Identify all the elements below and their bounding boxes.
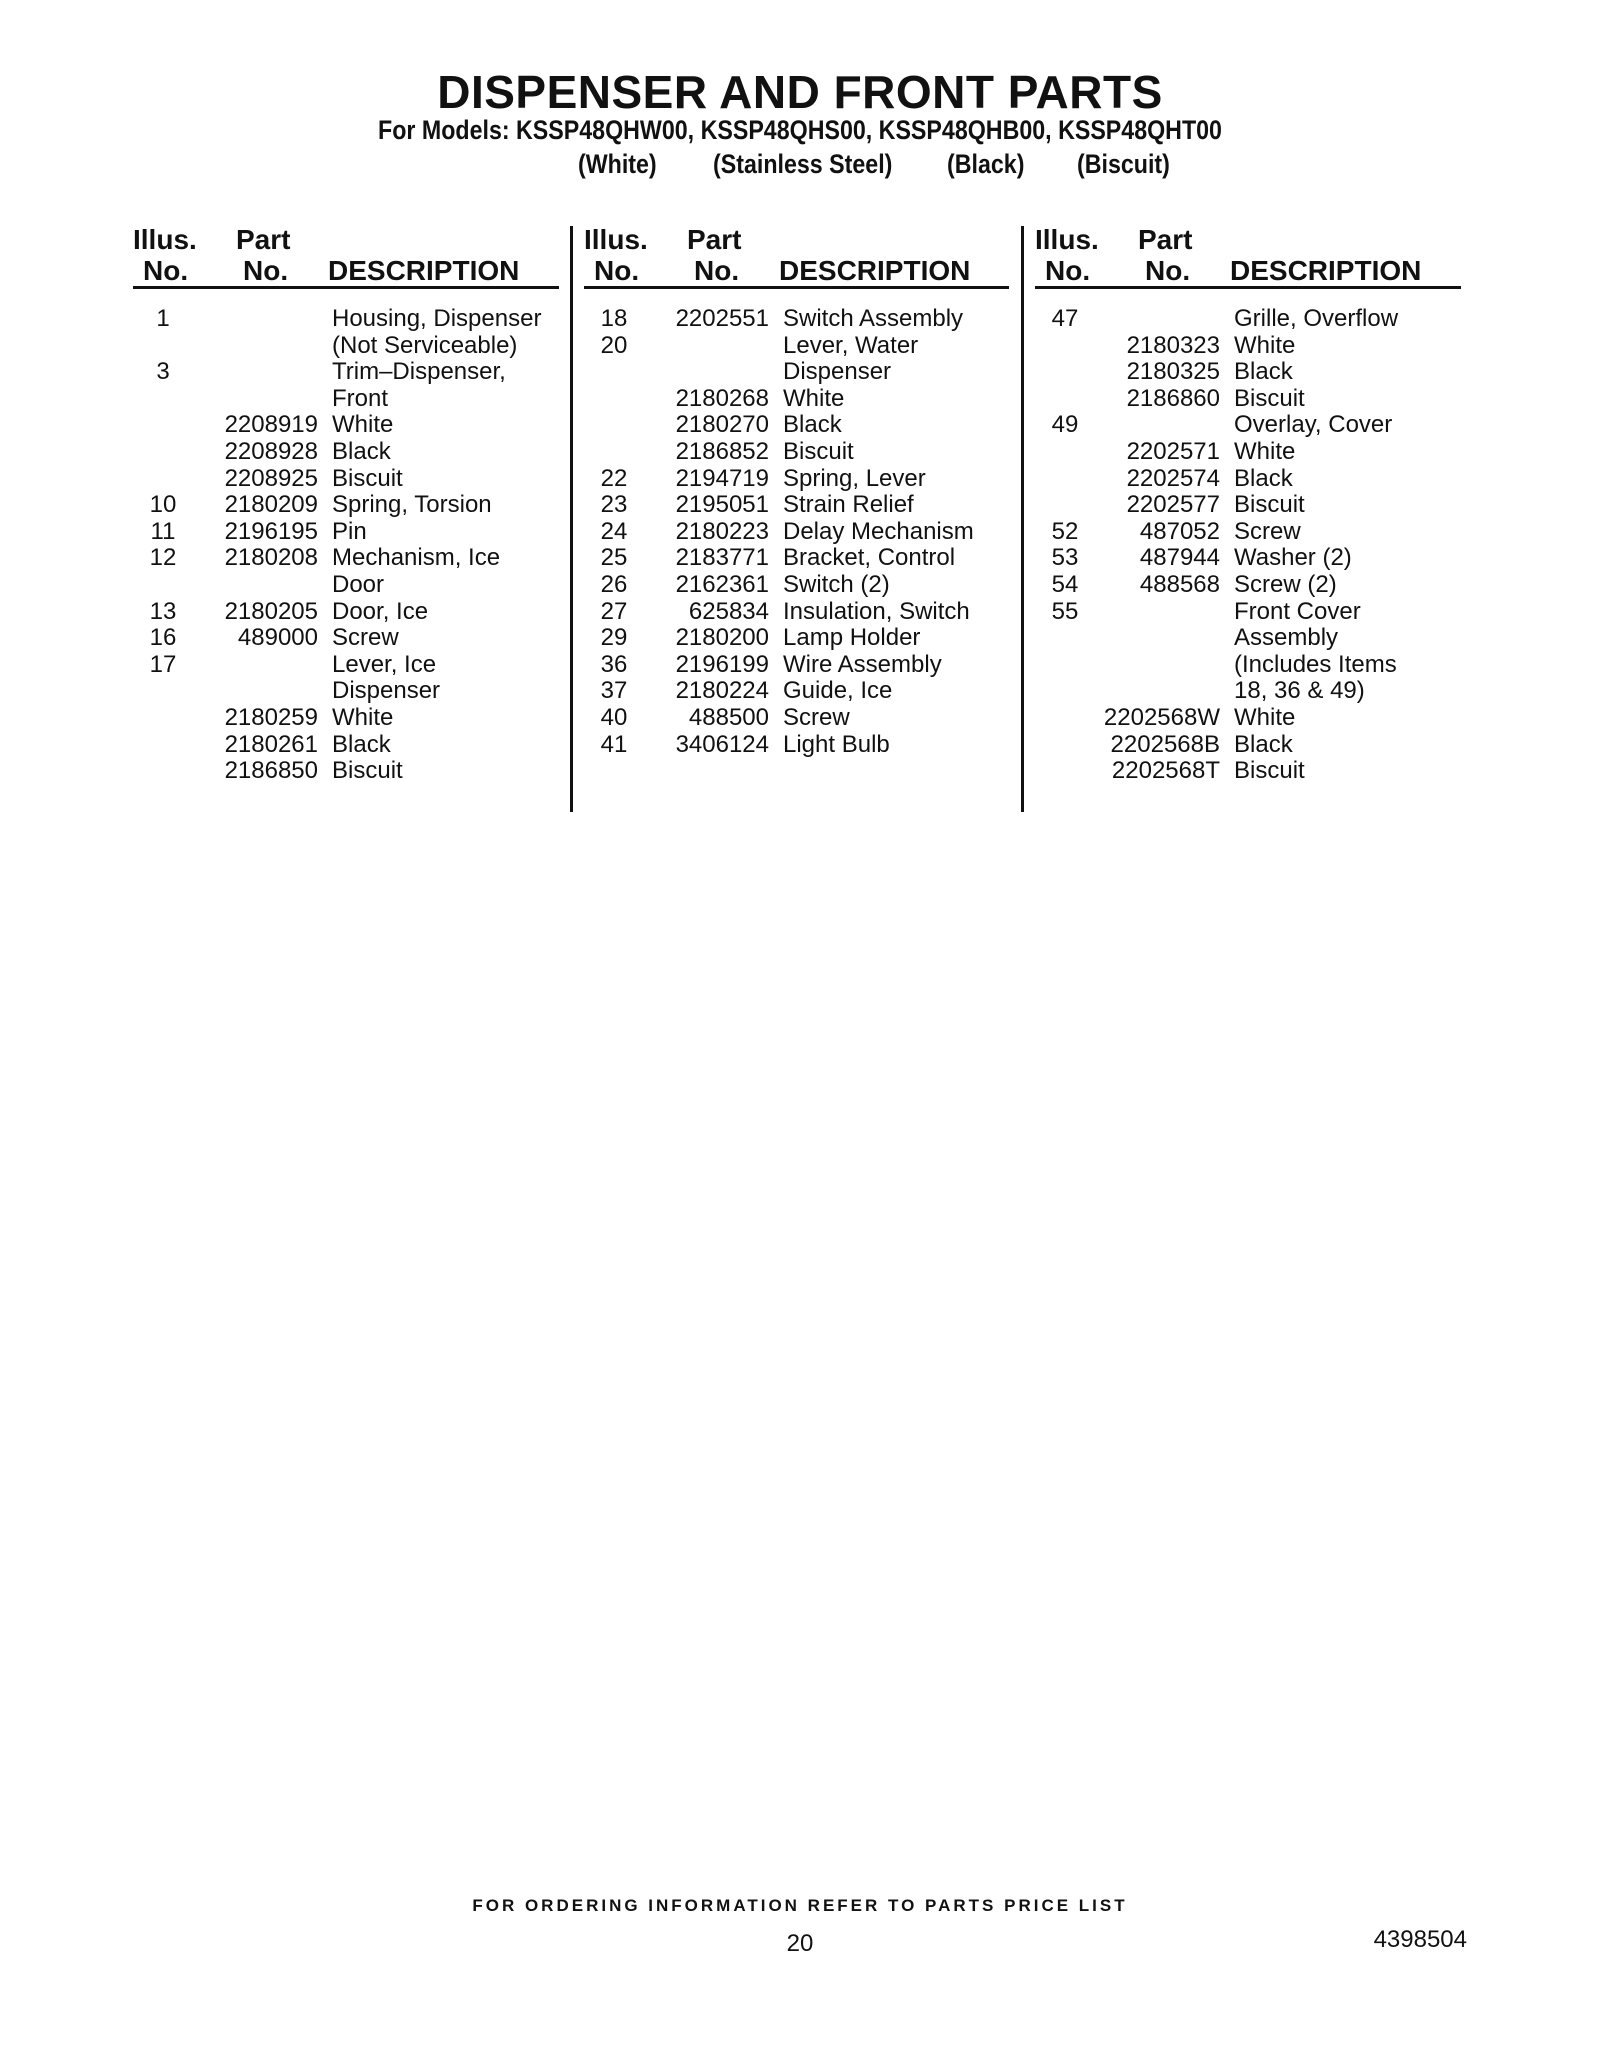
illus-number: 55	[1051, 597, 1079, 625]
illus-number: 27	[600, 597, 628, 625]
part-number: 2162361	[675, 570, 769, 598]
part-description: Spring, Lever	[783, 464, 926, 492]
parts-list	[1035, 306, 1465, 785]
part-description: Mechanism, Ice	[332, 544, 501, 572]
table-row	[584, 306, 1014, 333]
part-number: 2195051	[675, 491, 769, 519]
table-row	[133, 466, 563, 493]
part-description: Dispenser	[332, 677, 441, 705]
table-row	[584, 705, 1014, 732]
table-row	[584, 625, 1014, 652]
table-row	[584, 412, 1014, 439]
part-number: 2208919	[224, 411, 318, 439]
table-row	[584, 466, 1014, 493]
part-description: Biscuit	[332, 757, 403, 785]
illus-number: 22	[600, 464, 628, 492]
part-description: Black	[1234, 358, 1293, 386]
part-description: Delay Mechanism	[783, 517, 974, 545]
part-number: 2180323	[1126, 331, 1220, 359]
part-header: Part	[236, 224, 291, 255]
part-description: Spring, Torsion	[332, 491, 492, 519]
illus-header: Illus.	[1035, 224, 1099, 255]
illus-number: 36	[600, 650, 628, 678]
table-row	[133, 652, 563, 679]
part-description: Strain Relief	[783, 491, 914, 519]
part-number: 2186850	[224, 757, 318, 785]
table-row	[584, 545, 1014, 572]
part-description: White	[1234, 331, 1296, 359]
part-number: 2180270	[675, 411, 769, 439]
illus-no-header: No.	[1045, 255, 1091, 286]
part-number: 2180200	[675, 624, 769, 652]
table-row	[1035, 758, 1465, 785]
part-number: 625834	[688, 597, 769, 625]
page-title: DISPENSER AND FRONT PARTS	[437, 66, 1163, 118]
part-description: Biscuit	[1234, 757, 1305, 785]
part-description: Door	[332, 570, 385, 598]
table-row	[133, 439, 563, 466]
table-row	[1035, 333, 1465, 360]
table-row	[1035, 705, 1465, 732]
finish-biscuit: (Biscuit)	[1077, 149, 1170, 179]
part-description: Housing, Dispenser	[332, 305, 542, 332]
part-description: (Not Serviceable)	[332, 331, 518, 359]
part-description: Lamp Holder	[783, 624, 921, 652]
part-description: Screw	[783, 703, 850, 731]
part-no-header: No.	[243, 255, 289, 286]
description-header: DESCRIPTION	[328, 255, 520, 286]
part-description: Screw (2)	[1234, 570, 1337, 598]
illus-number: 24	[600, 517, 628, 545]
part-number: 2202568B	[1110, 730, 1220, 758]
part-header: Part	[687, 224, 742, 255]
part-description: Door, Ice	[332, 597, 429, 625]
part-description: Trim–Dispenser,	[332, 358, 506, 386]
part-number: 2180209	[224, 491, 318, 519]
part-number: 489000	[237, 624, 318, 652]
part-number: 2202571	[1126, 437, 1220, 465]
illus-number: 49	[1051, 411, 1079, 439]
illus-header: Illus.	[584, 224, 648, 255]
illus-header: Illus.	[133, 224, 197, 255]
part-number: 487052	[1139, 517, 1220, 545]
table-row	[584, 492, 1014, 519]
parts-column-3	[1035, 220, 1465, 820]
part-description: Pin	[332, 517, 367, 545]
illus-number: 1	[156, 305, 170, 332]
part-description: Front	[332, 384, 389, 412]
part-number: 2180224	[675, 677, 769, 705]
table-row	[1035, 359, 1465, 386]
description-header: DESCRIPTION	[779, 255, 971, 286]
part-number: 2194719	[675, 464, 769, 492]
part-description: Black	[332, 730, 391, 758]
part-number: 2202568W	[1103, 703, 1220, 731]
illus-number: 29	[600, 624, 628, 652]
table-row	[133, 386, 563, 413]
illus-number: 23	[600, 491, 628, 519]
part-number: 488568	[1139, 570, 1220, 598]
part-description: Lever, Ice	[332, 650, 437, 678]
part-description: Biscuit	[1234, 384, 1305, 412]
illus-number: 17	[149, 650, 177, 678]
table-row	[133, 519, 563, 546]
header-rule	[584, 286, 1009, 289]
part-number: 2196199	[675, 650, 769, 678]
models-subtitle: For Models: KSSP48QHW00, KSSP48QHS00, KSSP48QHB00, KSSP48QHT00	[378, 115, 1222, 145]
part-number: 3406124	[675, 730, 769, 758]
table-row	[133, 359, 563, 386]
part-description: Dispenser	[783, 358, 892, 386]
parts-column-2	[584, 220, 1014, 820]
table-row	[584, 652, 1014, 679]
part-number: 2180325	[1126, 358, 1220, 386]
table-row	[133, 333, 563, 360]
part-number: 2180259	[224, 703, 318, 731]
part-description: Overlay, Cover	[1234, 411, 1393, 439]
part-description: Black	[332, 437, 391, 465]
part-description: Wire Assembly	[783, 650, 942, 678]
illus-number: 16	[149, 624, 177, 652]
part-description: White	[332, 703, 394, 731]
part-no-header: No.	[1145, 255, 1191, 286]
illus-no-header: No.	[143, 255, 189, 286]
finish-black: (Black)	[947, 149, 1025, 179]
part-number: 2183771	[675, 544, 769, 572]
column-divider	[1021, 226, 1024, 812]
table-row	[1035, 439, 1465, 466]
table-row	[584, 519, 1014, 546]
part-number: 2202577	[1126, 491, 1220, 519]
table-row	[133, 758, 563, 785]
part-number: 2202568T	[1111, 757, 1220, 785]
part-number: 2208928	[224, 437, 318, 465]
part-description: White	[332, 411, 394, 439]
part-description: White	[783, 384, 845, 412]
finish-white: (White)	[578, 149, 657, 179]
part-description: (Includes Items	[1234, 650, 1397, 678]
illus-number: 52	[1051, 517, 1079, 545]
part-description: Screw	[1234, 517, 1301, 545]
parts-list	[133, 306, 563, 785]
part-description: 18, 36 & 49)	[1234, 677, 1365, 705]
illus-number: 41	[600, 730, 628, 758]
header-rule	[1035, 286, 1461, 289]
table-row	[584, 732, 1014, 759]
illus-number: 13	[149, 597, 177, 625]
table-row	[1035, 386, 1465, 413]
part-description: White	[1234, 703, 1296, 731]
table-row	[584, 386, 1014, 413]
description-header: DESCRIPTION	[1230, 255, 1422, 286]
table-row	[1035, 492, 1465, 519]
part-header: Part	[1138, 224, 1193, 255]
illus-number: 54	[1051, 570, 1079, 598]
part-description: Bracket, Control	[783, 544, 956, 572]
part-description: Insulation, Switch	[783, 597, 970, 625]
page-number: 20	[786, 1930, 814, 1957]
part-description: Lever, Water	[783, 331, 919, 359]
part-description: Black	[1234, 464, 1293, 492]
document-number: 4398504	[1373, 1926, 1467, 1953]
table-row	[1035, 599, 1465, 626]
illus-number: 53	[1051, 544, 1079, 572]
table-row	[133, 545, 563, 572]
part-description: Assembly	[1234, 624, 1339, 652]
parts-list	[584, 306, 1014, 758]
table-row	[584, 572, 1014, 599]
illus-number: 10	[149, 491, 177, 519]
table-row	[1035, 412, 1465, 439]
illus-number: 11	[150, 517, 176, 545]
part-description: Switch Assembly	[783, 305, 964, 332]
finish-stainless-steel: (Stainless Steel)	[713, 149, 893, 179]
table-row	[133, 678, 563, 705]
table-row	[584, 678, 1014, 705]
ordering-note: FOR ORDERING INFORMATION REFER TO PARTS PRICE LIST	[472, 1896, 1128, 1915]
part-number: 488500	[688, 703, 769, 731]
part-number: 2180205	[224, 597, 318, 625]
part-number: 2180268	[675, 384, 769, 412]
table-row	[1035, 625, 1465, 652]
part-description: Washer (2)	[1234, 544, 1352, 572]
illus-number: 20	[600, 331, 628, 359]
part-description: Light Bulb	[783, 730, 890, 758]
part-description: Black	[1234, 730, 1293, 758]
part-description: Guide, Ice	[783, 677, 893, 705]
part-description: Biscuit	[332, 464, 403, 492]
illus-number: 47	[1051, 305, 1079, 332]
part-description: Biscuit	[783, 437, 854, 465]
table-row	[133, 625, 563, 652]
table-row	[133, 412, 563, 439]
part-description: Grille, Overflow	[1234, 305, 1399, 332]
parts-column-1	[133, 220, 563, 820]
part-number: 2196195	[224, 517, 318, 545]
table-row	[133, 306, 563, 333]
part-number: 2180223	[675, 517, 769, 545]
illus-number: 12	[149, 544, 177, 572]
table-row	[1035, 466, 1465, 493]
part-description: Black	[783, 411, 842, 439]
table-row	[133, 705, 563, 732]
table-row	[584, 439, 1014, 466]
header-rule	[133, 286, 559, 289]
table-row	[1035, 652, 1465, 679]
table-row	[1035, 306, 1465, 333]
part-description: Switch (2)	[783, 570, 890, 598]
illus-number: 37	[600, 677, 628, 705]
table-row	[584, 599, 1014, 626]
part-description: White	[1234, 437, 1296, 465]
table-row	[1035, 572, 1465, 599]
part-number: 2180261	[224, 730, 318, 758]
part-number: 2202551	[675, 305, 769, 332]
table-row	[133, 599, 563, 626]
table-row	[1035, 678, 1465, 705]
part-number: 2180208	[224, 544, 318, 572]
table-row	[133, 492, 563, 519]
table-row	[1035, 732, 1465, 759]
illus-number: 3	[156, 358, 170, 386]
table-row	[584, 333, 1014, 360]
column-divider	[570, 226, 573, 812]
table-row	[133, 572, 563, 599]
table-row	[1035, 545, 1465, 572]
part-number: 487944	[1139, 544, 1220, 572]
table-row	[133, 732, 563, 759]
illus-number: 25	[600, 544, 628, 572]
illus-number: 26	[600, 570, 628, 598]
table-row	[1035, 519, 1465, 546]
illus-no-header: No.	[594, 255, 640, 286]
part-no-header: No.	[694, 255, 740, 286]
part-number: 2186852	[675, 437, 769, 465]
table-row	[584, 359, 1014, 386]
part-number: 2208925	[224, 464, 318, 492]
part-number: 2186860	[1126, 384, 1220, 412]
part-description: Screw	[332, 624, 399, 652]
illus-number: 18	[600, 305, 628, 332]
illus-number: 40	[600, 703, 628, 731]
part-description: Front Cover	[1234, 597, 1361, 625]
part-number: 2202574	[1126, 464, 1220, 492]
part-description: Biscuit	[1234, 491, 1305, 519]
